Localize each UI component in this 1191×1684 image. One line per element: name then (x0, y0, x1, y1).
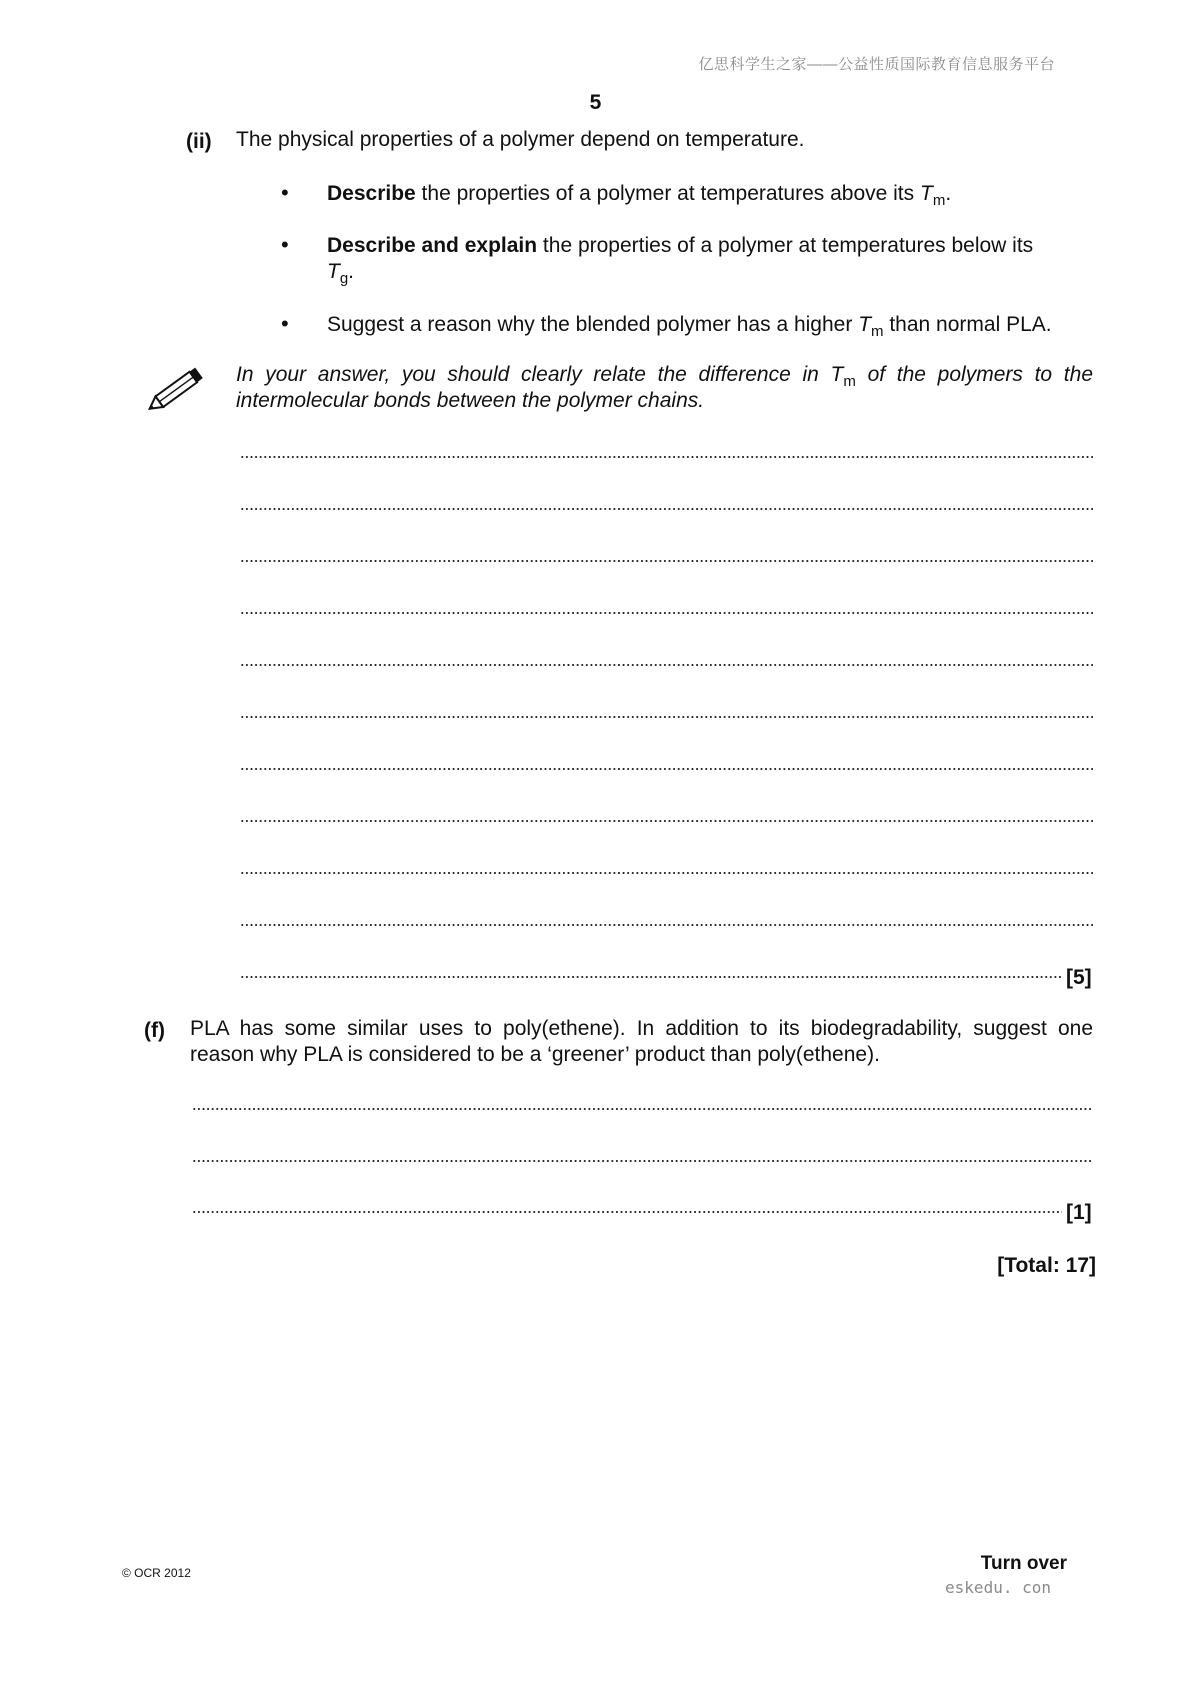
bullet-icon: • (281, 232, 289, 257)
bullet-item-3 (327, 312, 1107, 338)
page-number: 5 (589, 91, 602, 114)
bullet-text: the properties of a polymer at temperatures below its (537, 234, 1034, 257)
symbol-t: T (858, 313, 872, 336)
note-text-end: of the polymers to the intermolecular bonds between the polymer chains. (236, 363, 1093, 412)
answer-line[interactable] (240, 919, 1093, 931)
site-watermark: eskedu. con (945, 1578, 1051, 1597)
bullet-keyword: Describe and explain (327, 234, 538, 257)
subscript: m (932, 192, 946, 209)
note-text: In your answer, you should clearly relate the difference in (236, 363, 831, 386)
answer-line[interactable] (240, 815, 1093, 827)
bullet-text-end: than normal PLA. (883, 313, 1052, 336)
answer-line[interactable] (240, 555, 1093, 567)
symbol-t: T (919, 182, 933, 205)
answer-instruction-note (236, 362, 1093, 414)
answer-line[interactable] (240, 711, 1093, 723)
subscript: m (843, 373, 856, 390)
bullet-icon: • (281, 180, 289, 205)
subscript: g (339, 270, 349, 287)
answer-line[interactable] (192, 1155, 1093, 1167)
question-text-f: PLA has some similar uses to poly(ethene). In addition to its biodegradability, suggest one reason why PLA is considered to be a ‘greener’ product than poly(ethene). (190, 1017, 1093, 1066)
bullet-text-end: . (945, 182, 952, 205)
bullet-icon: • (281, 311, 289, 336)
answer-line[interactable] (240, 451, 1093, 463)
answer-line[interactable] (192, 1103, 1093, 1115)
symbol-t: T (327, 260, 340, 283)
bullet-keyword: Describe (327, 182, 416, 205)
subscript: m (871, 323, 884, 340)
question-text-ii: The physical properties of a polymer depend on temperature. (236, 128, 805, 151)
answer-line[interactable] (240, 659, 1093, 671)
total-marks: [Total: 17] (997, 1254, 1096, 1277)
turn-over-text: Turn over (980, 1553, 1067, 1574)
bullet-item-1 (327, 181, 1047, 207)
answer-line[interactable] (240, 867, 1093, 879)
pencil-icon (144, 362, 212, 418)
bullet-text: Suggest a reason why the blended polymer has a higher (327, 313, 859, 336)
answer-line[interactable] (240, 607, 1093, 619)
bullet-item-2 (327, 233, 1047, 285)
copyright-text: © OCR 2012 (122, 1566, 191, 1580)
marks-f: [1] (1066, 1201, 1092, 1224)
answer-line[interactable] (240, 971, 1062, 983)
watermark-text: 亿思科学生之家——公益性质国际教育信息服务平台 (698, 56, 1055, 73)
question-label-f: (f) (144, 1019, 165, 1042)
answer-line[interactable] (192, 1206, 1062, 1218)
answer-line[interactable] (240, 763, 1093, 775)
bullet-text-end: . (348, 260, 355, 283)
answer-line[interactable] (240, 503, 1093, 515)
question-label-ii: (ii) (186, 130, 212, 153)
symbol-t: T (830, 363, 844, 386)
marks-ii: [5] (1066, 966, 1092, 989)
bullet-text: the properties of a polymer at temperatures above its (415, 182, 920, 205)
